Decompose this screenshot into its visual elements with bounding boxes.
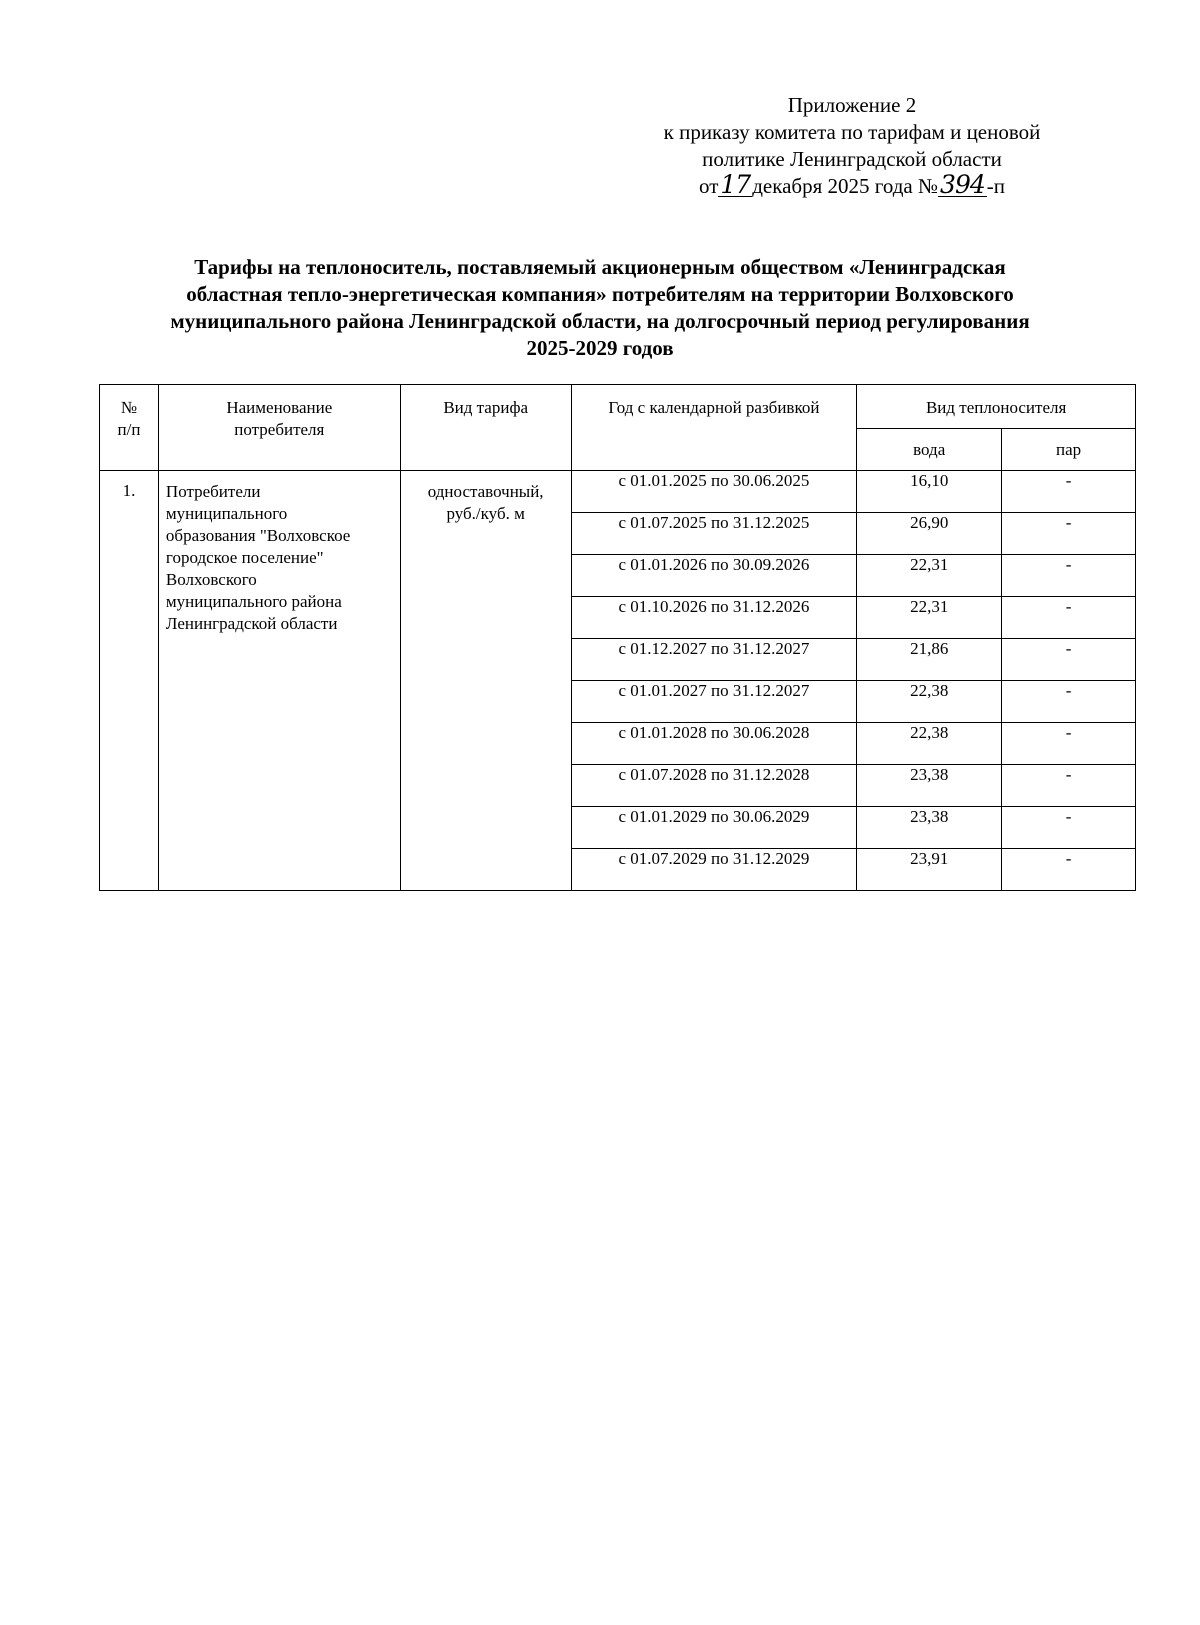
handwritten-day: 17 xyxy=(720,170,751,199)
consumer-name-line: муниципального района xyxy=(165,592,342,611)
period-cell: с 01.01.2025 по 30.06.2025 xyxy=(571,471,857,513)
number-suffix: -п xyxy=(986,174,1005,198)
water-tariff-cell: 22,31 xyxy=(857,597,1002,639)
water-tariff-cell: 23,38 xyxy=(857,765,1002,807)
appendix-line-3: политике Ленинградской области xyxy=(702,147,1002,171)
appendix-order-line xyxy=(622,170,1082,200)
title-line-2: областная тепло-энергетическая компания» потребителям на территории Волховского xyxy=(186,282,1014,306)
steam-tariff-cell: - xyxy=(1002,513,1136,555)
header-number: № п/п xyxy=(100,385,159,471)
period-cell: с 01.01.2026 по 30.09.2026 xyxy=(571,555,857,597)
entry-number: 1. xyxy=(100,471,159,891)
water-tariff-cell: 21,86 xyxy=(857,639,1002,681)
table-row xyxy=(100,471,1136,513)
period-cell: с 01.01.2028 по 30.06.2028 xyxy=(571,723,857,765)
handwritten-order-number: 394 xyxy=(940,170,985,199)
steam-tariff-cell: - xyxy=(1002,849,1136,891)
steam-tariff-cell: - xyxy=(1002,723,1136,765)
consumer-name xyxy=(158,471,400,891)
date-middle: декабря 2025 года № xyxy=(752,174,939,198)
period-cell: с 01.12.2027 по 31.12.2027 xyxy=(571,639,857,681)
header-period: Год с календарной разбивкой xyxy=(571,385,857,471)
steam-tariff-cell: - xyxy=(1002,555,1136,597)
header-heat-carrier: Вид теплоносителя xyxy=(857,385,1136,429)
consumer-name-line: Волховского xyxy=(165,570,257,589)
water-tariff-cell: 22,31 xyxy=(857,555,1002,597)
steam-tariff-cell: - xyxy=(1002,639,1136,681)
period-cell: с 01.07.2029 по 31.12.2029 xyxy=(571,849,857,891)
water-tariff-cell: 23,38 xyxy=(857,807,1002,849)
steam-tariff-cell: - xyxy=(1002,765,1136,807)
tariff-table xyxy=(99,384,1136,891)
water-tariff-cell: 22,38 xyxy=(857,681,1002,723)
document-title xyxy=(100,254,1100,362)
period-cell: с 01.01.2029 по 30.06.2029 xyxy=(571,807,857,849)
consumer-name-line: муниципального xyxy=(165,504,288,523)
steam-tariff-cell: - xyxy=(1002,597,1136,639)
period-cell: с 01.07.2025 по 31.12.2025 xyxy=(571,513,857,555)
water-tariff-cell: 22,38 xyxy=(857,723,1002,765)
table-body xyxy=(100,471,1136,891)
water-tariff-cell: 16,10 xyxy=(857,471,1002,513)
water-tariff-cell: 23,91 xyxy=(857,849,1002,891)
appendix-header xyxy=(622,92,1082,200)
water-tariff-cell: 26,90 xyxy=(857,513,1002,555)
period-cell: с 01.10.2026 по 31.12.2026 xyxy=(571,597,857,639)
period-cell: с 01.07.2028 по 31.12.2028 xyxy=(571,765,857,807)
header-steam: пар xyxy=(1002,429,1136,471)
steam-tariff-cell: - xyxy=(1002,681,1136,723)
header-consumer-name: Наименование потребителя xyxy=(158,385,400,471)
consumer-name-line: образования "Волховское xyxy=(165,526,351,545)
title-line-1: Тарифы на теплоноситель, поставляемый акционерным обществом «Ленинградская xyxy=(194,255,1006,279)
consumer-name-line: Потребители xyxy=(165,482,261,501)
title-line-4: 2025-2029 годов xyxy=(526,336,674,360)
steam-tariff-cell: - xyxy=(1002,471,1136,513)
header-water: вода xyxy=(857,429,1002,471)
consumer-name-line: городское поселение" xyxy=(165,548,324,567)
appendix-line-2: к приказу комитета по тарифам и ценовой xyxy=(663,120,1041,144)
title-line-3: муниципального района Ленинградской области, на долгосрочный период регулирования xyxy=(170,309,1030,333)
header-tariff-type: Вид тарифа xyxy=(400,385,571,471)
date-prefix: от xyxy=(698,174,719,198)
consumer-name-line: Ленинградской области xyxy=(165,614,338,633)
steam-tariff-cell: - xyxy=(1002,807,1136,849)
tariff-type: одноставочный, руб./куб. м xyxy=(400,471,571,891)
appendix-line-1: Приложение 2 xyxy=(787,93,917,117)
period-cell: с 01.01.2027 по 31.12.2027 xyxy=(571,681,857,723)
